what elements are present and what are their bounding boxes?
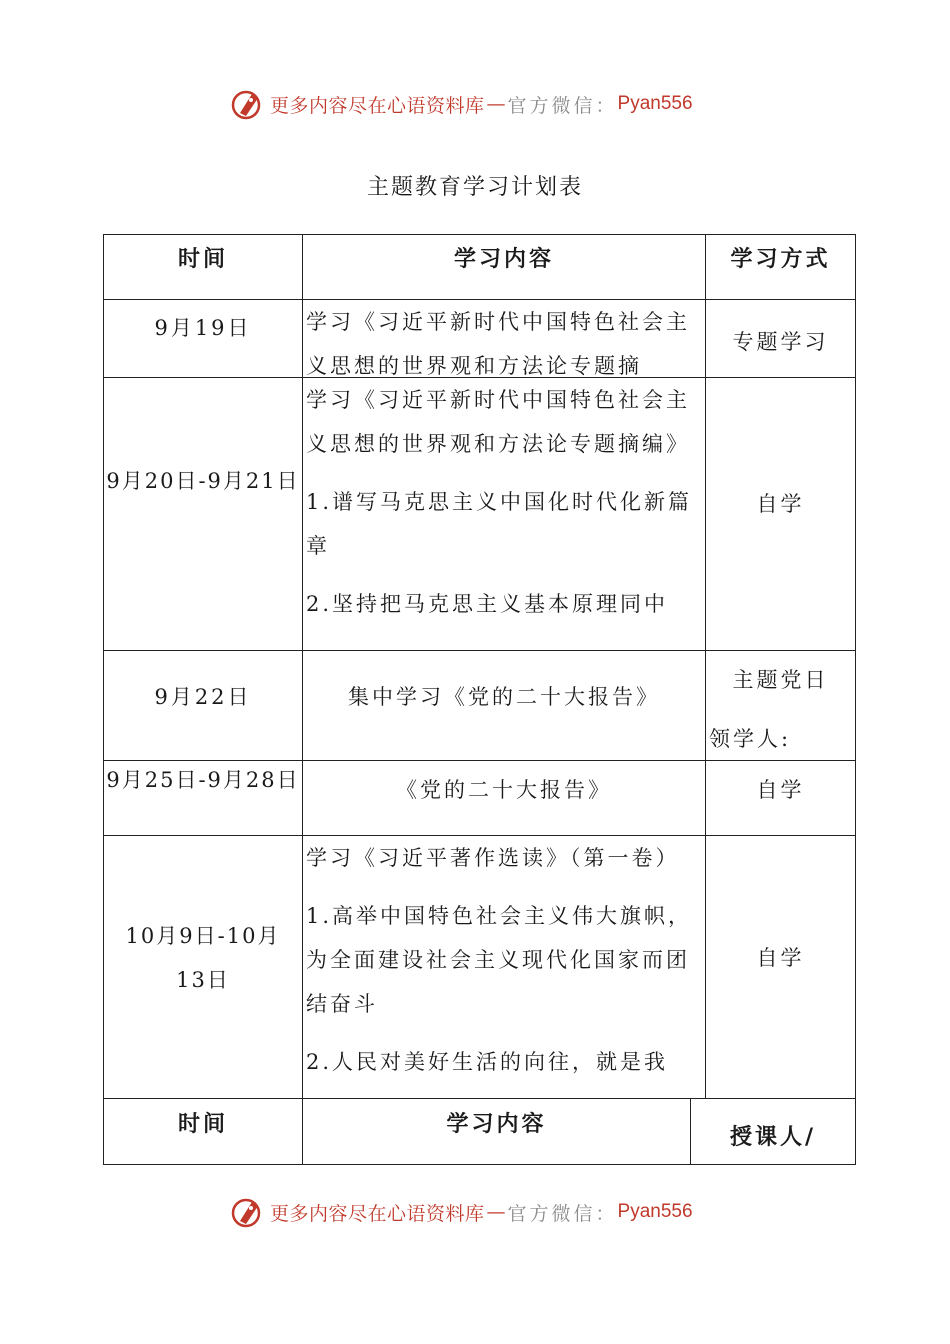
- row5-time: 10月9日-10月13日: [125, 924, 281, 992]
- row2-content-line-1: 学习《习近平新时代中国特色社会主义思想的世界观和方法论专题摘编》: [306, 388, 690, 456]
- watermark-footer: [230, 1192, 693, 1232]
- footer-header-content: 学习内容: [446, 1112, 547, 1137]
- row1-content: [306, 300, 696, 377]
- watermark-suffix: 官方微信：: [507, 94, 618, 117]
- row5-content-line-3: 2.人民对美好生活的向往，就是我: [306, 1050, 669, 1074]
- row1-content-line: 学习《习近平新时代中国特色社会主义思想的世界观和方法论专题摘: [306, 310, 690, 377]
- header-content: 学习内容: [453, 247, 554, 272]
- row1-method: 专题学习: [732, 330, 829, 354]
- row3-method: 主题党日: [732, 668, 829, 692]
- row4-time: 9月25日-9月28日: [106, 768, 300, 792]
- row1-time: 9月19日: [154, 316, 252, 340]
- row2-content: [306, 378, 696, 650]
- watermark-dash: —: [486, 1201, 506, 1223]
- row3-time: 9月22日: [154, 685, 252, 709]
- pen-nib-logo-icon: [230, 86, 266, 122]
- watermark-suffix: 官方微信：: [507, 1202, 618, 1225]
- watermark-header: [230, 84, 693, 124]
- row5-method: 自学: [756, 946, 805, 970]
- row2-time: 9月20日-9月21日: [106, 469, 300, 493]
- row3-content: 集中学习《党的二十大报告》: [348, 685, 660, 709]
- row4-method: 自学: [756, 778, 805, 802]
- pen-nib-logo-icon: [230, 1194, 266, 1230]
- watermark-dash: —: [486, 93, 506, 115]
- watermark-text: 更多内容尽在心语资料库: [270, 1202, 485, 1225]
- header-method: 学习方式: [730, 247, 831, 272]
- row2-content-line-3: 2.坚持把马克思主义基本原理同中: [306, 592, 669, 616]
- row5-content-line-2: 1.高举中国特色社会主义伟大旗帜，为全面建设社会主义现代化国家而团结奋斗: [306, 904, 693, 1016]
- study-plan-table: [103, 234, 856, 1165]
- header-time: 时间: [177, 247, 228, 272]
- footer-header-lecturer: 授课人/: [729, 1125, 817, 1150]
- watermark-text: 更多内容尽在心语资料库: [270, 94, 485, 117]
- row4-content: 《党的二十大报告》: [396, 778, 612, 802]
- row5-content-line-1: 学习《习近平著作选读》（第一卷）: [306, 846, 680, 870]
- footer-header-time: 时间: [177, 1112, 228, 1137]
- watermark-wechat-id: Pyan556: [617, 1201, 693, 1222]
- row2-content-line-2: 1.谱写马克思主义中国化时代化新篇章: [306, 490, 693, 558]
- watermark-wechat-id: Pyan556: [617, 93, 693, 114]
- row5-content: [306, 836, 696, 1098]
- page-title: 主题教育学习计划表: [366, 175, 583, 200]
- row3-method-note: 领学人:: [709, 727, 792, 751]
- row2-method: 自学: [756, 492, 805, 516]
